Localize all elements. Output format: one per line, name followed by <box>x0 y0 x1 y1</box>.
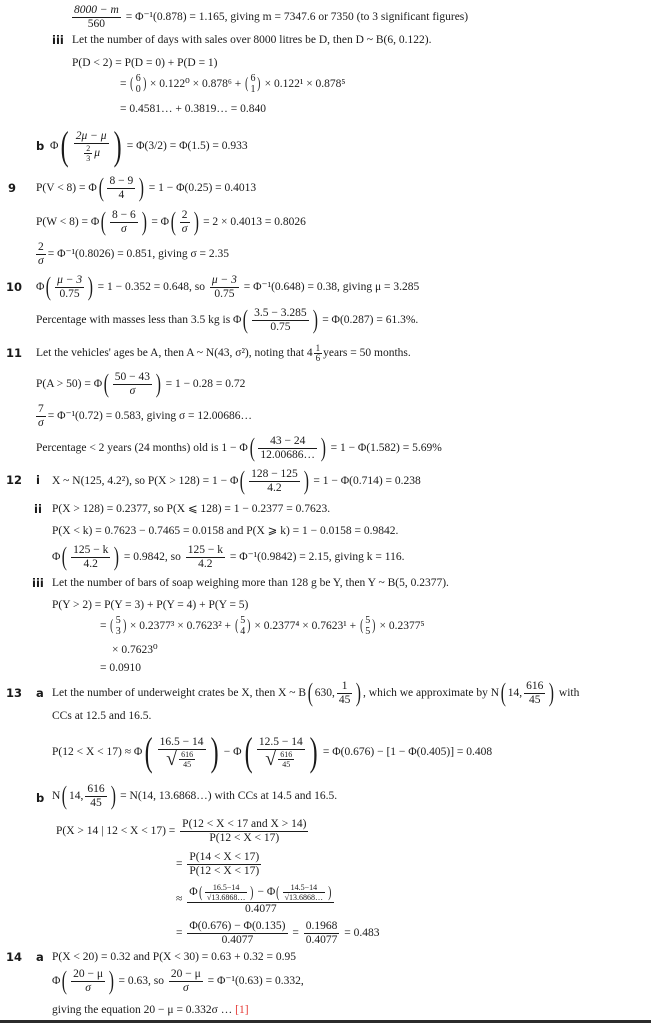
paren-open: ( <box>170 207 177 237</box>
q14-line2-rhs: = Φ⁻¹(0.63) = 0.332, <box>207 975 304 987</box>
q12-ii-line3-rhs: = Φ⁻¹(0.9842) = 2.15, giving k = 116. <box>229 551 405 563</box>
question-number-9: 9 <box>8 181 17 195</box>
q12-ii-line3-mid: = 0.9842, so <box>123 551 181 563</box>
fraction-numerator: P(12 < X < 17 and X > 14) <box>182 817 307 830</box>
paren-close: ) <box>303 466 309 496</box>
part-label-a: a <box>36 686 44 700</box>
part-label-iii: iii <box>32 576 44 590</box>
paren-close: ) <box>113 123 122 169</box>
fraction-denominator: 4.2 <box>83 557 98 570</box>
paren-close: ) <box>155 369 161 399</box>
fraction-denominator: σ <box>129 384 136 397</box>
q13-a-text2: , which we approximate by N <box>363 687 500 699</box>
q14-line1: P(X < 20) = 0.32 and P(X < 30) = 0.63 + 0.32 = 0.95 <box>52 951 296 963</box>
q10-line1: Φ( $\frac{\mu - 3}{0.75}$ ) = 1 − 0.352 = 0.648, so $\frac{\mu - 3}{0.75}$ = Φ⁻¹(0.648) = 0.38, giving μ = 3.285 <box>36 272 420 302</box>
paren-open: ( <box>144 729 153 775</box>
q13-a-line1: Let the number of underweight crates be X, then X ~ B( 630, $\frac{1}{45}$ ) , which we approximate by N( 14, $\frac{616}{45}$ ) with <box>52 678 580 708</box>
fraction-denominator: σ <box>121 222 127 235</box>
fraction-numerator: 0.1968 <box>305 919 338 932</box>
q13-b-step4: = $\frac{\Phi(0.676) - \Phi(0.135)}{0.4077}$ = $\frac{0.1968}{0.4077}$ = 0.483 <box>176 919 380 946</box>
paren-close: ) <box>257 75 261 93</box>
fraction-denominator: 12.00686… <box>260 448 316 461</box>
paren-close: ) <box>247 617 251 635</box>
q12-iii-line1: P(Y > 2) = P(Y = 3) + P(Y = 4) + P(Y = 5) <box>52 599 249 611</box>
fraction-numerator: P(14 < X < 17) <box>189 850 260 863</box>
paren-close: ) <box>372 617 376 635</box>
fraction-numerator: 2μ − μ <box>75 129 107 142</box>
fraction-numerator: Φ(0.676) − Φ(0.135) <box>189 919 286 932</box>
q8-m-equation <box>70 4 468 31</box>
binomial-term-1: × 0.122⁰ × 0.878⁶ + <box>149 78 242 90</box>
fraction-denominator: 0.4077 <box>244 903 277 916</box>
q9-line1-lhs: P(V < 8) = Φ <box>36 182 97 194</box>
paren-close: ) <box>312 305 318 335</box>
q12-ii-line3: Φ( $\frac{125 - k}{4.2}$ ) = 0.9842, so $\frac{125 - k}{4.2}$ = Φ⁻¹(0.9842) = 2.15, giving k = 116. <box>52 542 405 572</box>
q8-m-result: = Φ⁻¹(0.878) = 1.165, giving m = 7347.6 or 7350 (to 3 significant figures) <box>125 11 469 24</box>
q12-i-lhs: X ~ N(125, 4.2²), so P(X > 128) = 1 − Φ <box>52 475 239 487</box>
q9-line1 <box>36 173 256 203</box>
q12-i-line <box>52 465 421 497</box>
q11-line3-rhs: = Φ⁻¹(0.72) = 0.583, giving σ = 12.00686… <box>47 410 253 422</box>
q12-iii-text: Let the number of bars of soap weighing more than 128 g be Y, then Y ~ B(5, 0.2377). <box>52 577 449 589</box>
fraction-denominator: $\frac{2}{3}$ μ <box>86 143 101 163</box>
q11-line4-text: Percentage < 2 years (24 months) old is 1 − Φ <box>36 442 248 454</box>
binomial-term-2: × 0.2377⁴ × 0.7623¹ + <box>254 620 357 632</box>
equation-reference-link[interactable]: [1] <box>235 1004 249 1016</box>
paren-open: ( <box>249 433 255 463</box>
fraction-numerator: 16.5 − 14 <box>159 735 204 748</box>
q13-a-calc: P(12 < X < 17) ≈ Φ( 16.5 − 14 √ $\frac{616}{45}$ ) − Φ( 12.5 − 14 √ $\frac{616}{45}$ ) = Φ(0.676) − [1 − Φ(0.405)] = 0.408 <box>52 729 493 775</box>
paren-open: ( <box>62 966 68 996</box>
paren-open: ( <box>98 173 104 203</box>
paren-open: ( <box>61 123 70 169</box>
paren-open: ( <box>240 466 246 496</box>
binomial-term-2: × 0.122¹ × 0.878⁵ <box>264 78 346 90</box>
fraction-denominator: P(12 < X < 17) <box>209 831 280 844</box>
question-number-10: 10 <box>6 280 23 294</box>
q10-line1-rhs: = Φ⁻¹(0.648) = 0.38, giving μ = 3.285 <box>243 281 420 293</box>
part-label-a: a <box>36 950 44 964</box>
fraction-denominator: 560 <box>87 18 106 30</box>
paren-open: ( <box>360 617 364 635</box>
q14-line3-text: giving the equation 20 − μ = 0.332σ … <box>52 1004 233 1016</box>
q9-line2: P(W < 8) = Φ( $\frac{8 - 6}{\sigma}$ ) = Φ( $\frac{2}{\sigma}$ ) = 2 × 0.4013 = 0.8026 <box>36 207 306 237</box>
square-root: √ $\frac{616}{45}$ <box>265 747 293 770</box>
q8-pd-line3: = 0.4581… + 0.3819… = 0.840 <box>120 103 266 115</box>
paren-close: ) <box>142 75 146 93</box>
q11-line1-tail: years = 50 months. <box>323 347 411 359</box>
paren-close: ) <box>320 433 326 463</box>
q11-line4 <box>36 432 442 464</box>
paren-close: ) <box>210 729 219 775</box>
fraction-denominator: 4.2 <box>267 481 282 494</box>
fraction-denominator: 4.2 <box>198 557 213 570</box>
paren-open: ( <box>103 369 110 399</box>
paren-close: ) <box>110 781 116 811</box>
q14-line2-mid: = 0.63, so <box>118 975 164 987</box>
fraction-denominator <box>257 747 305 770</box>
fraction-denominator: σ <box>85 981 91 994</box>
square-root: √ $\frac{616}{45}$ <box>166 747 194 770</box>
paren-close: ) <box>141 207 147 237</box>
q8-pd-line1: P(D < 2) = P(D = 0) + P(D = 1) <box>72 57 218 69</box>
fraction-denominator: 0.75 <box>270 320 291 333</box>
fraction-denominator <box>158 747 206 770</box>
q8-b-result: = Φ(3/2) = Φ(1.5) = 0.933 <box>126 140 248 152</box>
paren-open: ( <box>130 75 134 93</box>
question-number-13: 13 <box>6 686 23 700</box>
fraction-numerator: 20 − μ <box>73 967 103 980</box>
fraction-denominator: σ <box>182 981 189 994</box>
fraction-numerator: 125 − k <box>73 543 109 556</box>
fraction-numerator: μ − 3 <box>57 273 83 286</box>
part-label-ii: ii <box>34 502 42 516</box>
fraction-denominator: 4 <box>118 188 125 201</box>
q12-ii-line1: P(X > 128) = 0.2377, so P(X ⩽ 128) = 1 − 0.2377 = 0.7623. <box>52 503 331 515</box>
paren-open: ( <box>500 678 506 708</box>
q14-line3 <box>52 1003 249 1017</box>
q14-line2: Φ( $\frac{20 - \mu}{\sigma}$ ) = 0.63, so $\frac{20 - \mu}{\sigma}$ = Φ⁻¹(0.63) = 0.332, <box>52 966 304 996</box>
fraction-numerator: Φ( $\frac{16.5-14}{√13.6868\dots}$ ) − Φ( $\frac{14.5-14}{√13.6868\dots}$ ) <box>187 882 334 903</box>
fraction-denominator: P(12 < X < 17) <box>189 864 260 877</box>
q9-line3: $\frac{2}{\sigma}$ = Φ⁻¹(0.8026) = 0.851, giving σ = 2.35 <box>38 240 230 267</box>
paren-close: ) <box>108 966 114 996</box>
fraction-denominator: 0.75 <box>214 287 235 300</box>
binomial-6-1: 6 1 <box>250 73 256 96</box>
paren-close: ) <box>356 678 362 708</box>
q13-a-calc-lhs: P(12 < X < 17) ≈ Φ <box>52 746 143 758</box>
paren-close: ) <box>122 617 126 635</box>
q10-line2 <box>36 305 418 335</box>
fraction-numerator: 125 − k <box>187 543 223 556</box>
part-label-i: i <box>36 473 40 487</box>
paren-close: ) <box>87 272 94 302</box>
fraction-denominator: 0.4077 <box>305 933 338 946</box>
fraction-numerator: 128 − 125 <box>251 467 298 480</box>
q9-line3-rhs: = Φ⁻¹(0.8026) = 0.851, giving σ = 2.35 <box>47 248 230 260</box>
q10-line2-text: Percentage with masses less than 3.5 kg is Φ <box>36 314 242 326</box>
fraction-numerator: 20 − μ <box>170 967 201 980</box>
binomial-5-5: 5 5 <box>365 615 371 638</box>
fraction-numerator: 8 − 6 <box>112 208 136 221</box>
question-number-11: 11 <box>6 346 23 360</box>
question-number-12: 12 <box>6 473 23 487</box>
q11-line4-rhs: = 1 − Φ(1.582) = 5.69% <box>330 442 442 454</box>
paren-open: ( <box>244 729 253 775</box>
q13-b-step1 <box>56 816 310 846</box>
q10-line1-mid: = 1 − 0.352 = 0.648, so <box>97 281 205 293</box>
q8-b-equation: Φ( 2μ − μ $\frac{2}{3}$ μ ) = Φ(3/2) = Φ(1.5) = 0.933 <box>50 123 248 169</box>
q11-line3: $\frac{7}{\sigma}$ = Φ⁻¹(0.72) = 0.583, giving σ = 12.00686… <box>38 402 253 429</box>
q13-a-text3: with <box>558 687 580 699</box>
paren-open: ( <box>46 272 52 302</box>
q10-line2-rhs: = Φ(0.287) = 61.3%. <box>322 314 419 326</box>
paren-close: ) <box>114 542 120 572</box>
q13-a-text1: Let the number of underweight crates be X, then X ~ B <box>52 687 307 699</box>
paren-open: ( <box>62 542 68 572</box>
part-label-b: b <box>36 791 45 805</box>
q11-line1-text: Let the vehicles' ages be A, then A ~ N(43, σ²), noting that 4 <box>36 347 313 359</box>
q13-b-line1: N( 14, $\frac{616}{45}$ ) = N(14, 13.6868…) with CCs at 14.5 and 16.5. <box>52 781 338 811</box>
q8-pd-line2: = ( 6 0 ) × 0.122⁰ × 0.878⁶ + ( 6 1 ) × 0.122¹ × 0.878⁵ <box>120 73 346 96</box>
paren-open: ( <box>110 617 114 635</box>
paren-close: ) <box>193 207 199 237</box>
paren-open: ( <box>234 617 239 635</box>
fraction-denominator: 0.4077 <box>221 933 254 946</box>
fraction-numerator: 12.5 − 14 <box>258 735 303 748</box>
fraction-denominator: 0.75 <box>59 287 80 300</box>
paren-open: ( <box>245 75 249 93</box>
binomial-6-0: 6 0 <box>135 73 141 96</box>
binomial-5-3: 5 3 <box>115 615 121 638</box>
part-label-iii: iii <box>52 33 64 47</box>
paren-open: ( <box>62 781 68 811</box>
fraction-numerator: 43 − 24 <box>258 435 317 449</box>
paren-open: ( <box>243 305 249 335</box>
q13-a-calc-rhs: = Φ(0.676) − [1 − Φ(0.405)] = 0.408 <box>322 746 493 758</box>
q9-line2-rhs: = 2 × 0.4013 = 0.8026 <box>203 216 306 228</box>
q12-iii-line4: = 0.0910 <box>100 662 141 674</box>
part-label-b: b <box>36 139 45 153</box>
q12-i-rhs: = 1 − Φ(0.714) = 0.238 <box>313 475 421 487</box>
q11-line2 <box>36 369 245 399</box>
q13-a-line2: CCs at 12.5 and 16.5. <box>52 710 152 722</box>
q11-line2-rhs: = 1 − 0.28 = 0.72 <box>165 378 246 390</box>
question-number-14: 14 <box>6 950 23 964</box>
q9-line1-rhs: = 1 − Φ(0.25) = 0.4013 <box>148 182 257 194</box>
fraction-numerator: 50 − 43 <box>114 370 151 383</box>
paren-close: ) <box>549 678 555 708</box>
fraction-numerator: μ − 3 <box>211 273 237 286</box>
q13-b-step3: ≈ Φ( $\frac{16.5-14}{√13.6868\dots}$ ) − Φ( $\frac{14.5-14}{√13.6868\dots}$ ) 0.4077 <box>176 881 336 917</box>
binomial-term-3: × 0.2377⁵ <box>379 620 425 632</box>
q13-b-result: = 0.483 <box>344 927 380 939</box>
paren-open: ( <box>101 207 107 237</box>
q11-line1: Let the vehicles' ages be A, then A ~ N(43, σ²), noting that 4 $\frac{1}{6}$ years = 50 months. <box>36 342 411 363</box>
q13-b-text: = N(14, 13.6868…) with CCs at 14.5 and 16.5. <box>120 790 338 802</box>
q9-line2-lhs: P(W < 8) = Φ <box>36 216 100 228</box>
q12-iii-line2: = ( 5 3 ) × 0.2377³ × 0.7623² + ( 5 4 ) × 0.2377⁴ × 0.7623¹ + ( 5 5 ) × 0.2377⁵ <box>100 615 425 638</box>
q11-line2-lhs: P(A > 50) = Φ <box>36 378 103 390</box>
paren-close: ) <box>138 173 145 203</box>
q8-iii-text: Let the number of days with sales over 8000 litres be D, then D ~ B(6, 0.122). <box>72 34 432 46</box>
q12-iii-line3: × 0.7623⁰ <box>112 644 158 656</box>
binomial-term-1: × 0.2377³ × 0.7623² + <box>129 620 232 632</box>
fraction-numerator: 8000 − m <box>74 4 119 16</box>
q12-ii-line2: P(X < k) = 0.7623 − 0.7465 = 0.0158 and P(X ⩾ k) = 1 − 0.0158 = 0.9842. <box>52 525 399 537</box>
fraction-numerator: 8 − 9 <box>109 174 134 187</box>
q13-b-step2: = $\frac{P(14 < X < 17)}{P(12 < X < 17)}$ <box>176 850 260 877</box>
binomial-5-4: 5 4 <box>240 615 246 638</box>
fraction-numerator: 3.5 − 3.285 <box>254 306 307 319</box>
q13-b-lhs: P(X > 14 | 12 < X < 17) = <box>56 825 176 837</box>
paren-close: ) <box>309 729 318 775</box>
paren-open: ( <box>307 678 313 708</box>
